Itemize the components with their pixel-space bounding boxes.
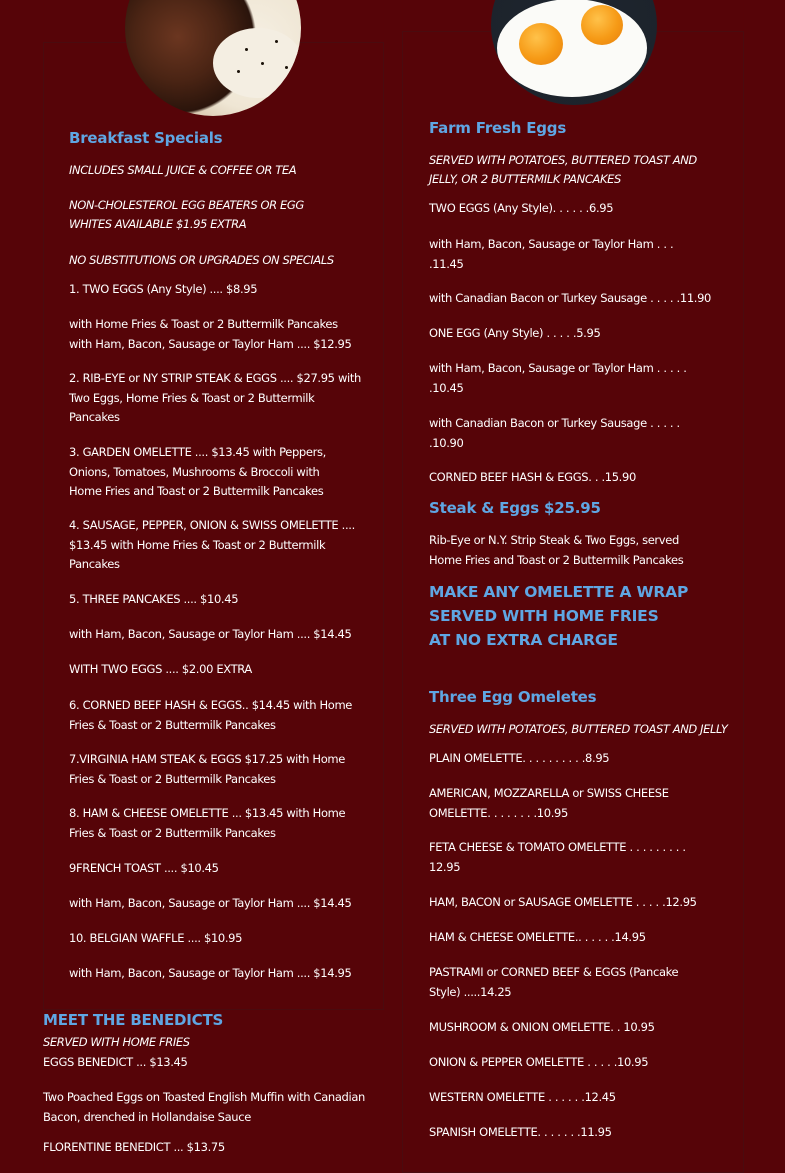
special-item: 10. BELGIAN WAFFLE .... $10.95 xyxy=(69,931,243,945)
omelette-wrap-line: AT NO EXTRA CHARGE xyxy=(429,631,618,649)
special-item: with Ham, Bacon, Sausage or Taylor Ham .... $14.45 xyxy=(69,896,352,910)
omelette-item: MUSHROOM & ONION OMELETTE. . 10.95 xyxy=(429,1020,655,1034)
omelette-item: HAM, BACON or SAUSAGE OMELETTE . . . . .12.95 xyxy=(429,895,697,909)
egg-item: CORNED BEEF HASH & EGGS. . .15.90 xyxy=(429,470,636,484)
egg-item: with Ham, Bacon, Sausage or Taylor Ham . . . .11.45 xyxy=(429,237,674,271)
egg-item: TWO EGGS (Any Style). . . . . .6.95 xyxy=(429,201,614,215)
special-item: 7.VIRGINIA HAM STEAK & EGGS $17.25 with Home Fries & Toast or 2 Buttermilk Pancakes xyxy=(69,752,345,786)
special-item: 1. TWO EGGS (Any Style) .... $8.95 xyxy=(69,282,258,296)
omelette-item: FETA CHEESE & TOMATO OMELETTE . . . . . . . . . 12.95 xyxy=(429,840,686,874)
omelette-wrap-line: SERVED WITH HOME FRIES xyxy=(429,607,659,625)
special-item: 4. SAUSAGE, PEPPER, ONION & SWISS OMELETTE .... $13.45 with Home Fries & Toast or 2 Buttermilk Pancakes xyxy=(69,518,355,571)
special-item: 8. HAM & CHEESE OMELETTE ... $13.45 with Home Fries & Toast or 2 Buttermilk Pancakes xyxy=(69,806,346,840)
breakfast-specials-title: Breakfast Specials xyxy=(69,129,223,147)
special-item: 3. GARDEN OMELETTE .... $13.45 with Peppers, Onions, Tomatoes, Mushrooms & Broccoli with Home Fries and Toast or 2 Buttermilk Pancakes xyxy=(69,445,326,498)
omelette-item: PASTRAMI or CORNED BEEF & EGGS (Pancake Style) .....14.25 xyxy=(429,965,679,999)
farm-fresh-eggs-title: Farm Fresh Eggs xyxy=(429,119,567,137)
specials-note-egg-whites: NON-CHOLESTEROL EGG BEATERS OR EGG WHITES AVAILABLE $1.95 EXTRA xyxy=(69,198,304,231)
egg-item: with Canadian Bacon or Turkey Sausage . . . . . .10.90 xyxy=(429,416,680,450)
omelette-item: PLAIN OMELETTE. . . . . . . . . .8.95 xyxy=(429,751,610,765)
benedict-item: Two Poached Eggs on Toasted English Muffin with Canadian Bacon, drenched in Hollandaise Sauce xyxy=(43,1090,365,1124)
special-item: 9FRENCH TOAST .... $10.45 xyxy=(69,861,219,875)
specials-note-substitutions: NO SUBSTITUTIONS OR UPGRADES ON SPECIALS xyxy=(69,253,334,267)
omelette-wrap-line: MAKE ANY OMELETTE A WRAP xyxy=(429,583,689,601)
omelette-item: AMERICAN, MOZZARELLA or SWISS CHEESE OMELETTE. . . . . . . .10.95 xyxy=(429,786,669,820)
egg-item: ONE EGG (Any Style) . . . . .5.95 xyxy=(429,326,601,340)
benedicts-note: SERVED WITH HOME FRIES xyxy=(43,1035,190,1049)
special-item: 6. CORNED BEEF HASH & EGGS.. $14.45 with Home Fries & Toast or 2 Buttermilk Pancakes xyxy=(69,698,353,732)
three-egg-omeletes-title: Three Egg Omeletes xyxy=(429,688,597,706)
steak-eggs-description: Rib-Eye or N.Y. Strip Steak & Two Eggs, served Home Fries and Toast or 2 Buttermilk Pancakes xyxy=(429,533,684,567)
omelette-item: SPANISH OMELETTE. . . . . . .11.95 xyxy=(429,1125,612,1139)
specials-note-juice: INCLUDES SMALL JUICE & COFFEE OR TEA xyxy=(69,163,297,177)
omelette-item: ONION & PEPPER OMELETTE . . . . .10.95 xyxy=(429,1055,649,1069)
benedicts-title: MEET THE BENEDICTS xyxy=(43,1011,224,1029)
egg-item: with Canadian Bacon or Turkey Sausage . . . . .11.90 xyxy=(429,291,712,305)
omelette-item: HAM & CHEESE OMELETTE.. . . . . .14.95 xyxy=(429,930,646,944)
benedict-item: EGGS BENEDICT ... $13.45 xyxy=(43,1055,188,1069)
benedict-item: FLORENTINE BENEDICT ... $13.75 xyxy=(43,1140,225,1154)
special-item: 2. RIB-EYE or NY STRIP STEAK & EGGS .... $27.95 with Two Eggs, Home Fries & Toast or 2 Buttermilk Pancakes xyxy=(69,371,361,424)
special-item: with Ham, Bacon, Sausage or Taylor Ham .... $14.45 xyxy=(69,627,352,641)
farm-eggs-note: SERVED WITH POTATOES, BUTTERED TOAST AND JELLY, OR 2 BUTTERMILK PANCAKES xyxy=(429,153,697,186)
special-item: 5. THREE PANCAKES .... $10.45 xyxy=(69,592,239,606)
steak-eggs-title: Steak & Eggs $25.95 xyxy=(429,499,601,517)
omelette-item: WESTERN OMELETTE . . . . . .12.45 xyxy=(429,1090,616,1104)
special-item: with Ham, Bacon, Sausage or Taylor Ham .... $14.95 xyxy=(69,966,352,980)
special-item: with Home Fries & Toast or 2 Buttermilk Pancakes with Ham, Bacon, Sausage or Taylor Ham .... $12.95 xyxy=(69,317,352,351)
omeletes-note: SERVED WITH POTATOES, BUTTERED TOAST AND JELLY xyxy=(429,722,728,736)
egg-item: with Ham, Bacon, Sausage or Taylor Ham . . . . . .10.45 xyxy=(429,361,687,395)
special-item: WITH TWO EGGS .... $2.00 EXTRA xyxy=(69,662,252,676)
